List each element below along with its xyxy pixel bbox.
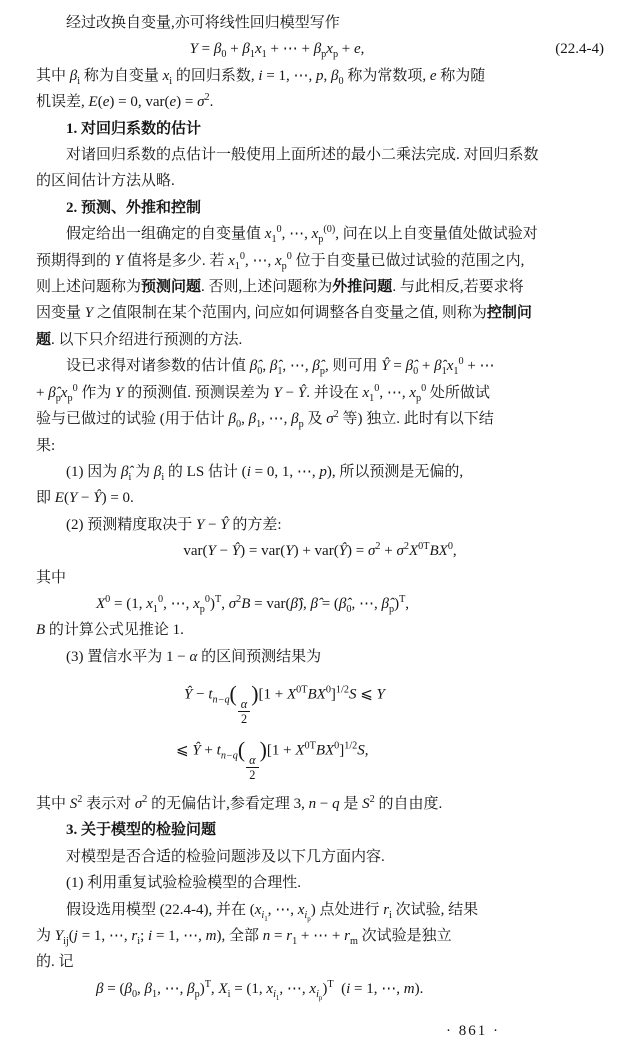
body-line: (2) 预测精度取决于 Y − Ŷ 的方差: [66, 516, 282, 533]
body-line: 假定给出一组确定的自变量值 $x_1^0$, ⋯, $x_p^{(0)}$, 问在以上自变量值处做试验对 [66, 224, 538, 246]
body-line: (3) 置信水平为 1 − α 的区间预测结果为 [66, 648, 322, 665]
body-line: 对模型是否合适的检验问题涉及以下几方面内容. [66, 848, 385, 865]
body-line: 则上述问题称为预测问题. 否则,上述问题称为外推问题. 与此相反,若要求将 [36, 279, 524, 296]
display-formula: $\beta = (\beta_0$, $\beta_1$, ⋯, $\beta_p)^T$, $X_i = (1$, $x_{i_1}$, ⋯, $x_{i_p})^T$ (i = 1, ⋯, m). [96, 978, 424, 1002]
equation-number: (22.4-4) [555, 41, 604, 58]
section-heading: 2. 预测、外推和控制 [66, 199, 202, 216]
body-line: + $\betâ_px_p^0$ 作为 Y 的预测值. 预测误差为 Y − Ŷ. 并设在 $x_1^0$, ⋯, $x_p^0$ 处所做试 [36, 382, 490, 404]
body-line: 为 $Y_{ij}(j = 1$, ⋯, $r_i$; i = 1, ⋯, m), 全部 $n = r_1$ + ⋯ + $r_m$ 次试验是独立 [36, 927, 452, 947]
display-formula: $X^0 = (1$, $x_1^0$, ⋯, $x_p^0)^T$, $\sigma^2B$ = var(β̂), β̂ = ($\betâ_0$, ⋯, $\betâ_p)^T$, [96, 593, 410, 615]
display-formula: ⩽ Ŷ + $t_{n-q}$( $\frac{\alpha}{2}$ )$[1 + X^{0T}BX^0]^{1/2}S$, [176, 738, 369, 782]
body-line: 果: [36, 437, 56, 454]
body-line: 预期得到的 Y 值将是多少. 若 $x_1^0$, ⋯, $x_p^0$ 位于自变量已做过试验的范围之内, [36, 250, 525, 272]
equation-line: $Y = \beta_0 + \beta_1x_1$ + ⋯ + $\beta_px_p + e$, [189, 41, 365, 61]
page-number: · 861 · [446, 1023, 500, 1040]
section-heading: 3. 关于模型的检验问题 [66, 822, 217, 839]
body-line: 设已求得对诸参数的估计值 $\betâ_0$, $\betâ_1$, ⋯, $\betâ_p$, 则可用 Ŷ = $\betâ_0$ + $\betâ_1x_1^0$ + ⋯ [66, 356, 495, 378]
body-line: 的区间估计方法从略. [36, 173, 175, 190]
body-line: 验与已做过的试验 (用于估计 $\beta_0$, $\beta_1$, ⋯, $\beta_p$ 及 $\sigma^2$ 等) 独立. 此时有以下结 [36, 409, 494, 431]
numbered-equation [36, 36, 604, 62]
body-line: 经过改换自变量,亦可将线性回归模型写作 [66, 15, 340, 31]
body-line: 对诸回归系数的点估计一般使用上面所述的最小二乘法完成. 对回归系数 [66, 147, 539, 164]
display-formula: var(Y − Ŷ) = var(Y) + var(Ŷ) = $\sigma^2 + \sigma^2X^{0T}BX^0$, [183, 541, 457, 560]
body-line: 即 E(Y − Ŷ) = 0. [36, 490, 134, 507]
body-line: 机误差, E(e) = 0, $var(e) = \sigma^2$. [36, 92, 214, 111]
body-line: 的. 记 [36, 954, 74, 971]
body-line: B 的计算公式见推论 1. [36, 622, 184, 639]
body-line: 其中 $\beta_i$ 称为自变量 $x_i$ 的回归系数, i = 1, ⋯, p, $\beta_0$ 称为常数项, e 称为随 [36, 67, 486, 87]
body-line: (1) 因为 $\betâ_i$ 为 $\beta_i$ 的 LS 估计 (i = 0, 1, ⋯, p), 所以预测是无偏的, [66, 463, 464, 483]
body-line: (1) 利用重复试验检验模型的合理性. [66, 875, 301, 892]
body-line: 其中 $S^2$ 表示对 $\sigma^2$ 的无偏估计,参看定理 3, n − q 是 $S^2$ 的自由度. [36, 793, 443, 812]
body-line: 题. 以下只介绍进行预测的方法. [36, 331, 243, 348]
body-line: 因变量 Y 之值限制在某个范围内, 问应如何调整各自变量之值, 则称为控制问 [36, 305, 532, 322]
body-line: 假设选用模型 (22.4-4), 并在 ($x_{i_1}$, ⋯, $x_{i_p}$) 点处进行 $r_i$ 次试验, 结果 [66, 901, 479, 923]
display-formula: Ŷ − $t_{n-q}$( $\frac{\alpha}{2}$ )$[1 + X^{0T}BX^0]^{1/2}S$ ⩽ Y [184, 682, 385, 726]
body-line: 其中 [36, 569, 67, 586]
section-heading: 1. 对回归系数的估计 [66, 120, 202, 137]
